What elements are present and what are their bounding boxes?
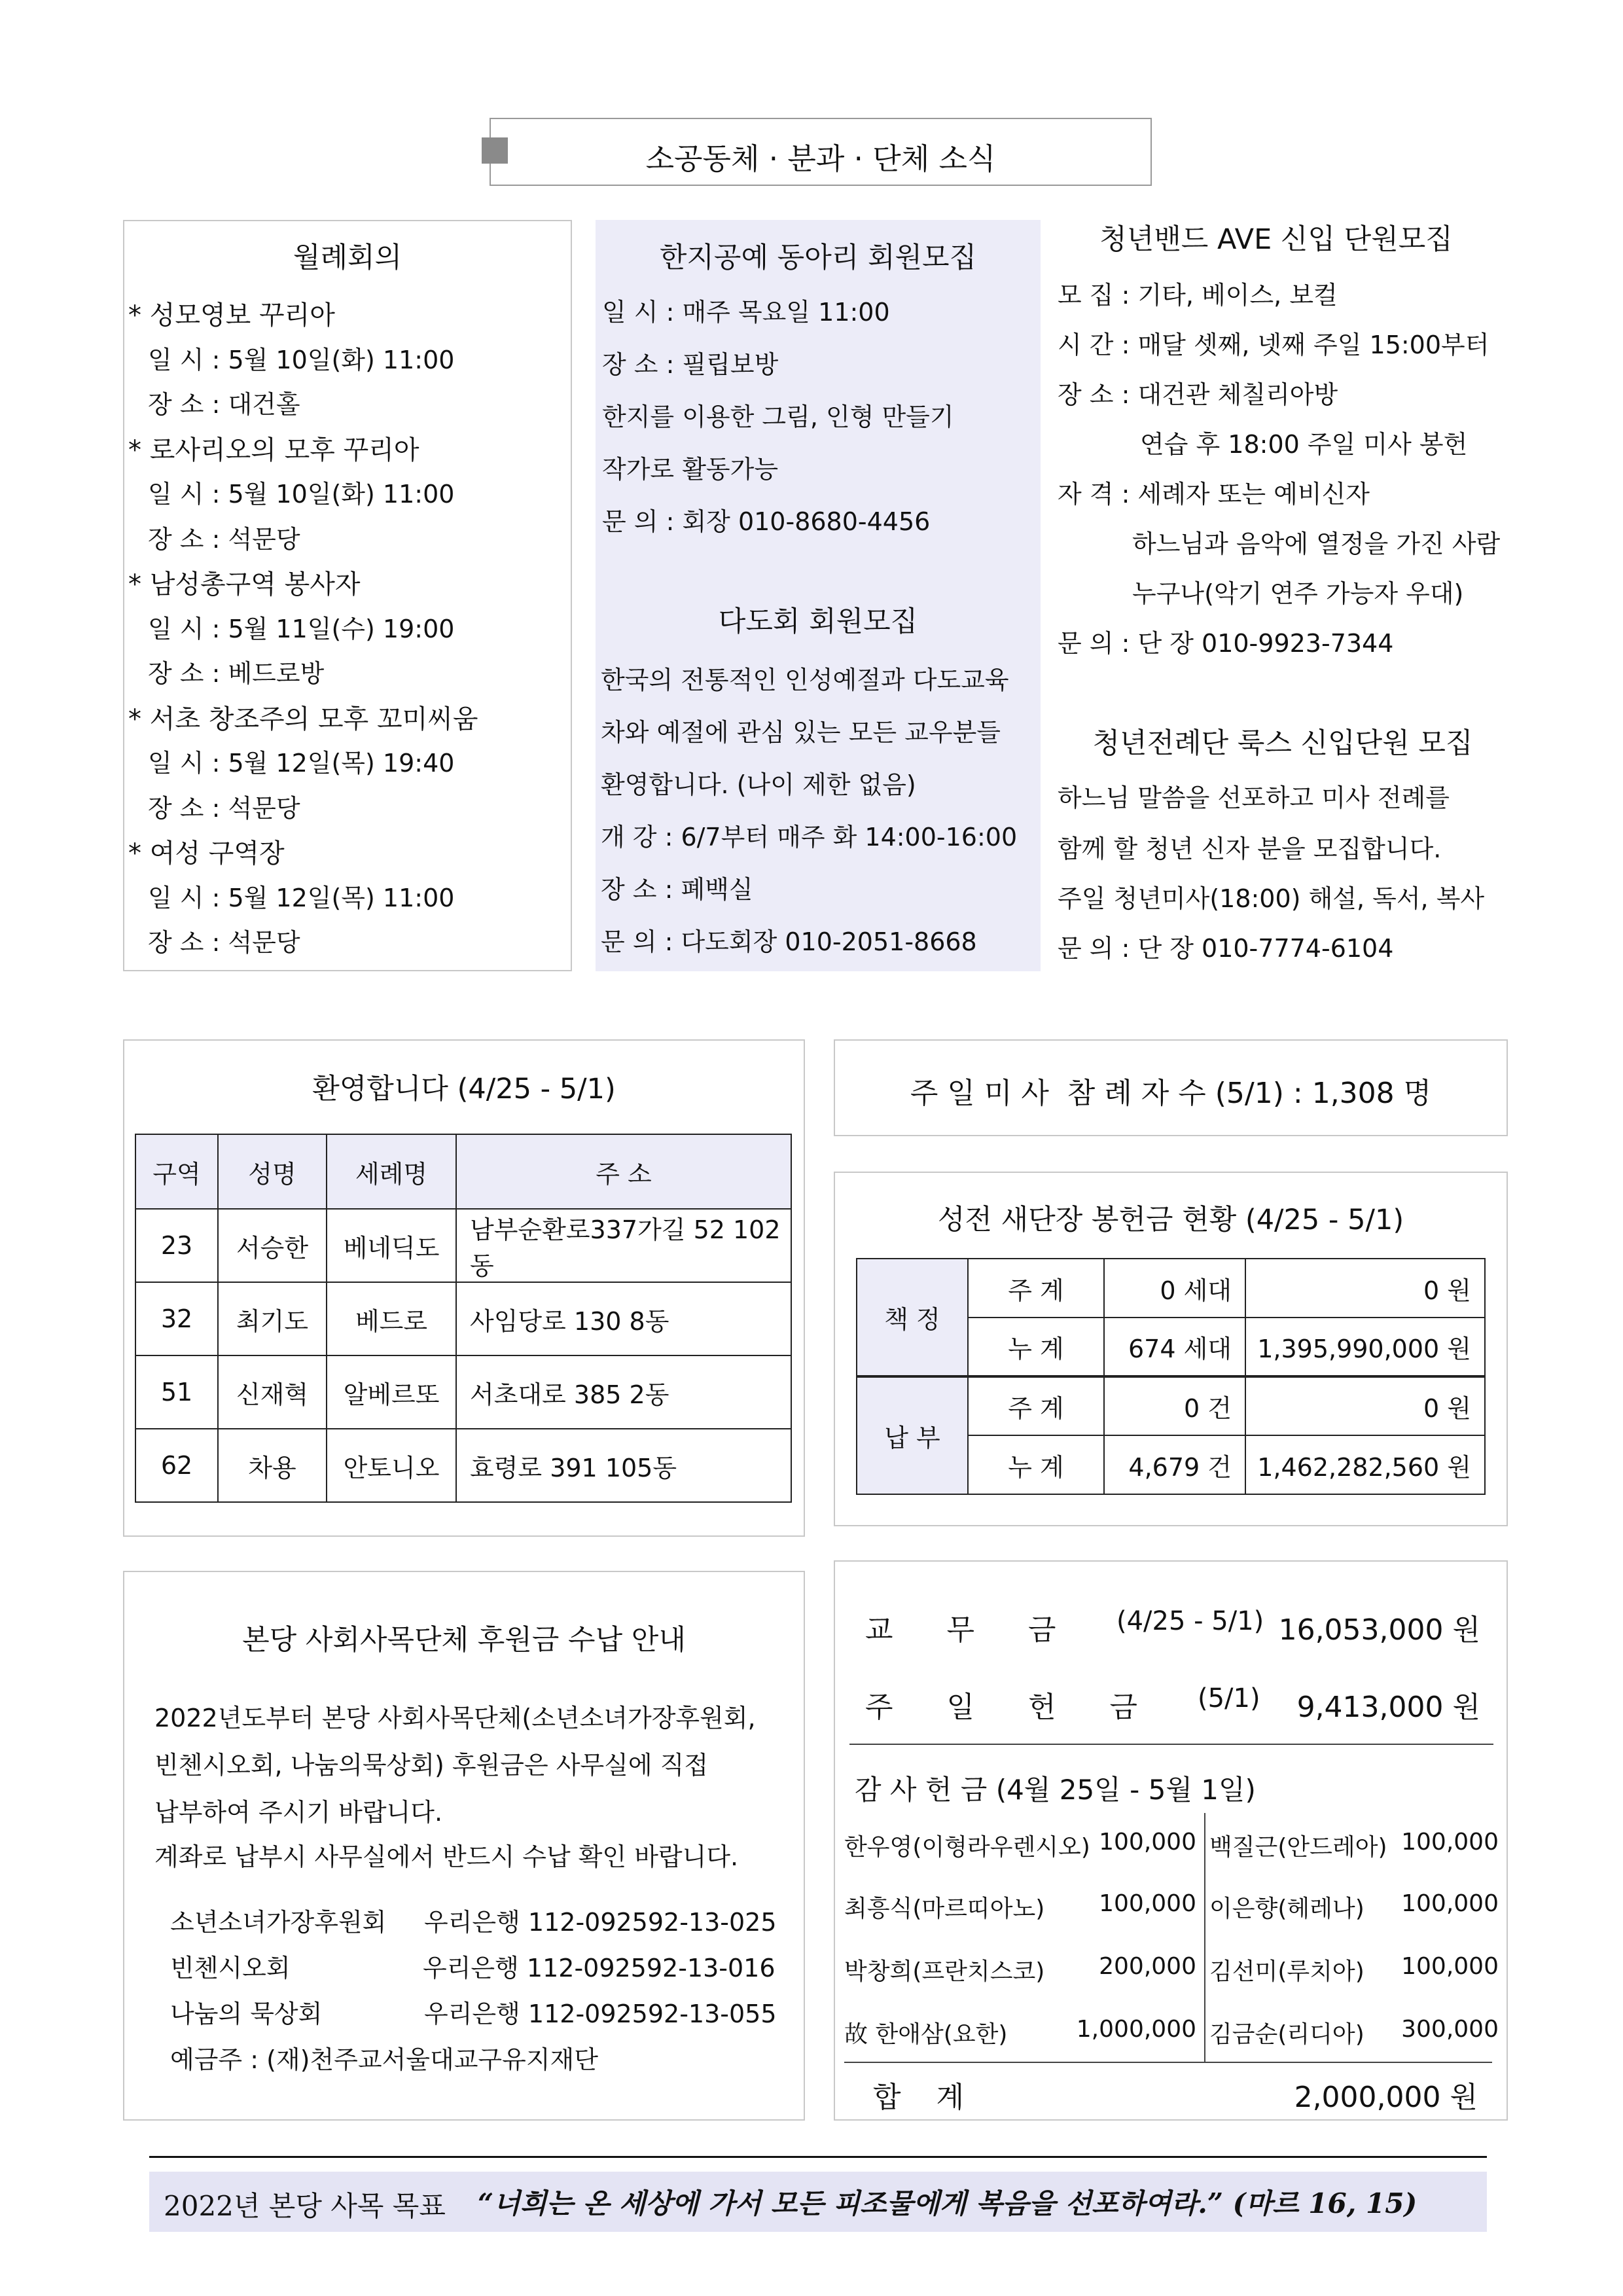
hanji-line: 일 시 : 매주 목요일 11:00 bbox=[602, 298, 890, 327]
support-line: 납부하여 주시기 바랍니다. bbox=[154, 1798, 443, 1827]
meeting-name: * 서초 창조주의 모후 꼬미씨움 bbox=[128, 704, 478, 734]
cell-zone: 62 bbox=[135, 1429, 218, 1502]
welcome-title: 환영합니다 (4/25 - 5/1) bbox=[312, 1073, 616, 1105]
account-name: 소년소녀가장후원회 bbox=[170, 1908, 387, 1937]
welcome-table bbox=[135, 1134, 792, 1503]
cell-count: 4,679 건 bbox=[1104, 1435, 1245, 1494]
lux-contact: 문 의 : 단 장 010-7774-6104 bbox=[1058, 934, 1394, 963]
lux-line: 함께 할 청년 신자 분을 모집합니다. bbox=[1058, 834, 1442, 863]
thanks-column-divider bbox=[1204, 1813, 1205, 2062]
header-title: 소공동체 · 분과 · 단체 소식 bbox=[645, 141, 996, 176]
hanji-title: 한지공예 동아리 회원모집 bbox=[659, 242, 977, 274]
thanks-total-divider bbox=[844, 2062, 1492, 2063]
thanks-amount: 100,000 bbox=[1099, 1890, 1196, 1917]
account-bank: 우리은행 112-092592-13-016 bbox=[423, 1954, 776, 1982]
band-line: 하느님과 음악에 열정을 가진 사람 bbox=[1132, 529, 1501, 558]
thanks-name: 김선미(루치아) bbox=[1209, 1958, 1364, 1985]
meeting-time: 일 시 : 5월 12일(목) 11:00 bbox=[148, 883, 455, 912]
thanks-amount: 300,000 bbox=[1401, 2016, 1499, 2043]
meeting-place: 장 소 : 석문당 bbox=[148, 928, 300, 957]
meeting-time: 일 시 : 5월 10일(화) 11:00 bbox=[148, 345, 455, 374]
thanks-name: 백질근(안드레아) bbox=[1209, 1834, 1387, 1861]
tea-line: 한국의 전통적인 인성예절과 다도교육 bbox=[601, 666, 1009, 694]
hanji-line: 한지를 이용한 그림, 인형 만들기 bbox=[602, 403, 954, 431]
col-header-address: 주 소 bbox=[456, 1134, 791, 1209]
thanks-total-label: 합 계 bbox=[873, 2081, 964, 2114]
altar-table bbox=[856, 1258, 1486, 1495]
account-bank: 우리은행 112-092592-13-055 bbox=[424, 2000, 777, 2028]
thanks-amount: 100,000 bbox=[1099, 1829, 1196, 1856]
cell-amount: 0 원 bbox=[1245, 1259, 1485, 1318]
thanks-title: 감 사 헌 금 (4월 25일 - 5월 1일) bbox=[855, 1774, 1256, 1806]
cell-address: 남부순환로337가길 52 102동 bbox=[456, 1209, 791, 1282]
meeting-place: 장 소 : 베드로방 bbox=[148, 659, 325, 688]
cell-count: 0 세대 bbox=[1104, 1259, 1245, 1318]
cell-name: 최기도 bbox=[218, 1282, 327, 1355]
lux-line: 하느님 말씀을 선포하고 미사 전례를 bbox=[1058, 783, 1450, 812]
sunday-amount: 9,413,000 원 bbox=[1296, 1691, 1480, 1724]
band-contact: 문 의 : 단 장 010-9923-7344 bbox=[1058, 629, 1394, 658]
col-header-name: 성명 bbox=[218, 1134, 327, 1209]
band-line: 시 간 : 매달 셋째, 넷째 주일 15:00부터 bbox=[1058, 331, 1489, 359]
attendance-panel bbox=[834, 1039, 1508, 1136]
cell-baptism: 알베르또 bbox=[327, 1355, 456, 1429]
meeting-name: * 여성 구역장 bbox=[128, 838, 285, 869]
tea-line: 환영합니다. (나이 제한 없음) bbox=[601, 770, 916, 799]
cell-zone: 23 bbox=[135, 1209, 218, 1282]
band-line: 자 격 : 세례자 또는 예비신자 bbox=[1058, 480, 1370, 509]
band-line: 누구나(악기 연주 가능자 우대) bbox=[1132, 579, 1464, 608]
meeting-name: * 남성총구역 봉사자 bbox=[128, 569, 361, 600]
cell-baptism: 베드로 bbox=[327, 1282, 456, 1355]
band-title: 청년밴드 AVE 신입 단원모집 bbox=[1099, 223, 1453, 256]
meeting-name: * 로사리오의 모후 꾸리아 bbox=[128, 435, 419, 465]
attendance-label: 주 일 미 사 참 례 자 수 (5/1) : 1,308 명 bbox=[910, 1077, 1432, 1110]
meeting-name: * 성모영보 꾸리아 bbox=[128, 300, 335, 331]
monthly-title: 월례회의 bbox=[293, 242, 402, 274]
band-line: 연습 후 18:00 주일 미사 봉헌 bbox=[1140, 430, 1468, 459]
account-name: 나눔의 묵상회 bbox=[170, 2000, 323, 2028]
col-header-baptism: 세례명 bbox=[327, 1134, 456, 1209]
welcome-panel bbox=[123, 1039, 805, 1537]
altar-fund-panel bbox=[834, 1172, 1508, 1526]
thanks-amount: 100,000 bbox=[1401, 1890, 1499, 1917]
meeting-place: 장 소 : 석문당 bbox=[148, 793, 300, 823]
footer-rule bbox=[149, 2156, 1487, 2158]
thanks-name: 한우영(이형라우렌시오) bbox=[844, 1834, 1090, 1861]
cell-period: 누 계 bbox=[968, 1318, 1104, 1376]
meeting-time: 일 시 : 5월 11일(수) 19:00 bbox=[148, 614, 455, 643]
col-header-zone: 구역 bbox=[135, 1134, 218, 1209]
tea-title: 다도회 회원모집 bbox=[718, 605, 918, 638]
thanks-name: 故 한애삼(요한) bbox=[844, 2021, 1008, 2048]
thanks-amount: 200,000 bbox=[1099, 1953, 1196, 1980]
hanji-line: 작가로 활동가능 bbox=[602, 455, 779, 484]
kyomu-amount: 16,053,000 원 bbox=[1278, 1613, 1480, 1647]
cell-address: 효령로 391 105동 bbox=[456, 1429, 791, 1502]
cell-count: 674 세대 bbox=[1104, 1318, 1245, 1376]
sunday-period: (5/1) bbox=[1198, 1683, 1260, 1713]
account-holder: 예금주 : (재)천주교서울대교구유지재단 bbox=[170, 2045, 598, 2074]
thanks-amount: 100,000 bbox=[1401, 1953, 1499, 1980]
lux-line: 주일 청년미사(18:00) 해설, 독서, 복사 bbox=[1058, 884, 1485, 913]
hanji-line: 장 소 : 필립보방 bbox=[602, 350, 779, 379]
meeting-place: 장 소 : 석문당 bbox=[148, 524, 300, 554]
band-line: 모 집 : 기타, 베이스, 보컬 bbox=[1058, 281, 1338, 310]
cell-baptism: 안토니오 bbox=[327, 1429, 456, 1502]
meeting-place: 장 소 : 대건홀 bbox=[148, 390, 300, 419]
support-line: 2022년도부터 본당 사회사목단체(소년소녀가장후원회, bbox=[154, 1704, 756, 1732]
thanks-name: 김금순(리디아) bbox=[1209, 2021, 1364, 2048]
lux-title: 청년전례단 룩스 신입단원 모집 bbox=[1092, 727, 1473, 760]
hanji-contact: 문 의 : 회장 010-8680-4456 bbox=[602, 507, 931, 536]
thanks-name: 최흥식(마르띠아노) bbox=[844, 1895, 1045, 1922]
cell-period: 누 계 bbox=[968, 1435, 1104, 1494]
cell-address: 사임당로 130 8동 bbox=[456, 1282, 791, 1355]
footer-prefix: 2022년 본당 사목 목표 bbox=[164, 2190, 446, 2222]
cell-amount: 0 원 bbox=[1245, 1376, 1485, 1435]
club-panel bbox=[596, 220, 1041, 971]
thanks-name: 이은향(헤레나) bbox=[1209, 1895, 1364, 1922]
altar-title: 성전 새단장 봉헌금 현황 (4/25 - 5/1) bbox=[937, 1204, 1404, 1236]
tea-line: 차와 예절에 관심 있는 모든 교우분들 bbox=[601, 718, 1001, 747]
meeting-time: 일 시 : 5월 12일(목) 19:40 bbox=[148, 749, 455, 778]
section-header bbox=[490, 118, 1152, 186]
account-name: 빈첸시오회 bbox=[170, 1954, 291, 1982]
thanks-amount: 100,000 bbox=[1401, 1829, 1499, 1856]
thanks-total-amount: 2,000,000 원 bbox=[1294, 2081, 1478, 2114]
tea-contact: 문 의 : 다도회장 010-2051-8668 bbox=[601, 927, 977, 956]
tea-line: 개 강 : 6/7부터 매주 화 14:00-16:00 bbox=[601, 823, 1018, 852]
sunday-label: 주 일 헌 금 bbox=[865, 1691, 1137, 1724]
group-assigned: 책 정 bbox=[857, 1259, 968, 1376]
thanks-amount: 1,000,000 bbox=[1076, 2016, 1196, 2043]
cell-zone: 32 bbox=[135, 1282, 218, 1355]
support-line: 빈첸시오회, 나눔의묵상회) 후원금은 사무실에 직접 bbox=[154, 1751, 709, 1780]
table-row bbox=[135, 1282, 791, 1355]
cell-name: 신재혁 bbox=[218, 1355, 327, 1429]
table-row bbox=[135, 1355, 791, 1429]
footer-quote: “너희는 온 세상에 가서 모든 피조물에게 복음을 선포하여라.” (마르 16, 15) bbox=[478, 2187, 1418, 2219]
cell-period: 주 계 bbox=[968, 1259, 1104, 1318]
kyomu-label: 교 무 금 bbox=[865, 1613, 1056, 1647]
meeting-time: 일 시 : 5월 10일(화) 11:00 bbox=[148, 480, 455, 509]
cell-count: 0 건 bbox=[1104, 1376, 1245, 1435]
cell-amount: 1,462,282,560 원 bbox=[1245, 1435, 1485, 1494]
cell-name: 차용 bbox=[218, 1429, 327, 1502]
cell-zone: 51 bbox=[135, 1355, 218, 1429]
thanks-name: 박창희(프란치스코) bbox=[844, 1958, 1045, 1985]
group-paid: 납 부 bbox=[857, 1376, 968, 1494]
support-title: 본당 사회사목단체 후원금 수납 안내 bbox=[242, 1624, 686, 1657]
cell-amount: 1,395,990,000 원 bbox=[1245, 1318, 1485, 1376]
table-row bbox=[135, 1209, 791, 1282]
cell-baptism: 베네딕도 bbox=[327, 1209, 456, 1282]
tea-line: 장 소 : 폐백실 bbox=[601, 875, 753, 904]
cell-address: 서초대로 385 2동 bbox=[456, 1355, 791, 1429]
cell-period: 주 계 bbox=[968, 1376, 1104, 1435]
kyomu-period: (4/25 - 5/1) bbox=[1116, 1606, 1264, 1636]
cell-name: 서승한 bbox=[218, 1209, 327, 1282]
support-line: 계좌로 납부시 사무실에서 반드시 수납 확인 바랍니다. bbox=[154, 1842, 739, 1871]
band-line: 장 소 : 대건관 체칠리아방 bbox=[1058, 380, 1338, 409]
finance-divider bbox=[849, 1744, 1493, 1745]
account-bank: 우리은행 112-092592-13-025 bbox=[424, 1908, 777, 1937]
table-row bbox=[135, 1429, 791, 1502]
